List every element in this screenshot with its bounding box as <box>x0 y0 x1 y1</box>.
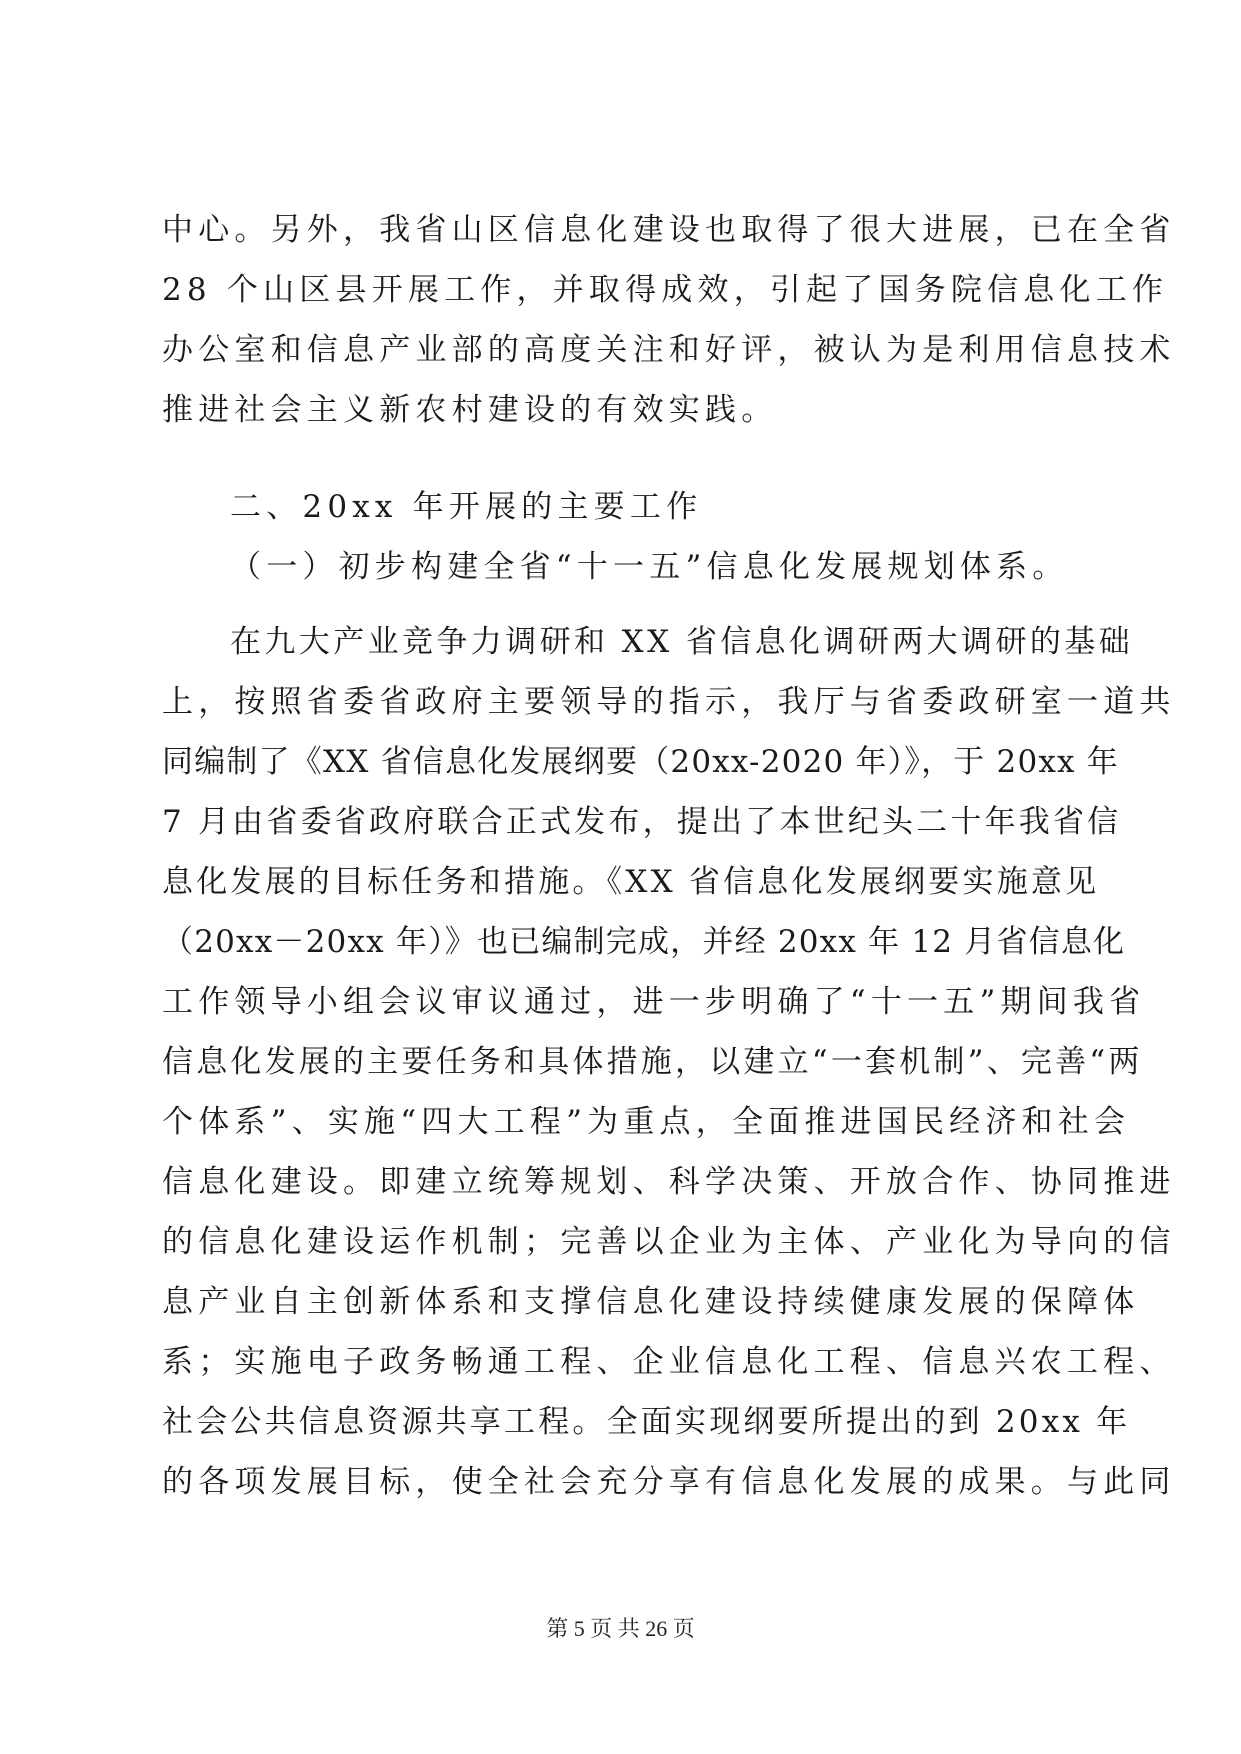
paragraph-line: 工作领导小组会议审议通过，进一步明确了“十一五”期间我省 <box>162 984 1146 1020</box>
paragraph-line: 信息化建设。即建立统筹规划、科学决策、开放合作、协同推进 <box>162 1164 1176 1200</box>
paragraph-line: 个体系”、实施“四大工程”为重点，全面推进国民经济和社会 <box>162 1104 1131 1140</box>
paragraph-line: 在九大产业竞争力调研和 XX 省信息化调研两大调研的基础 <box>230 624 1134 660</box>
paragraph-line: 信息化发展的主要任务和具体措施，以建立“一套机制”、完善“两 <box>162 1044 1143 1080</box>
paragraph-line: 28 个山区县开展工作，并取得成效，引起了国务院信息化工作 <box>162 272 1169 308</box>
paragraph-line: 中心。另外，我省山区信息化建设也取得了很大进展，已在全省 <box>162 212 1176 248</box>
paragraph-line: 息产业自主创新体系和支撑信息化建设持续健康发展的保障体 <box>162 1284 1140 1320</box>
paragraph-line: 息化发展的目标任务和措施。《XX 省信息化发展纲要实施意见 <box>162 864 1100 900</box>
section-heading: 二、20xx 年开展的主要工作 <box>230 489 703 525</box>
page-number-footer: 第 5 页 共 26 页 <box>546 1616 695 1641</box>
paragraph-line: 同编制了《XX 省信息化发展纲要（20xx-2020 年）》，于 20xx 年 <box>162 744 1119 780</box>
paragraph-line: 社会公共信息资源共享工程。全面实现纲要所提出的到 20xx 年 <box>162 1404 1131 1440</box>
paragraph-line: 办公室和信息产业部的高度关注和好评，被认为是利用信息技术 <box>162 332 1176 368</box>
paragraph-line: 推进社会主义新农村建设的有效实践。 <box>162 392 778 428</box>
paragraph-line: 上，按照省委省政府主要领导的指示，我厅与省委政研室一道共 <box>162 684 1176 720</box>
paragraph-line: 的信息化建设运作机制；完善以企业为主体、产业化为导向的信 <box>162 1224 1176 1260</box>
paragraph-line: 的各项发展目标，使全社会充分享有信息化发展的成果。与此同 <box>162 1464 1176 1500</box>
paragraph-line: 7 月由省委省政府联合正式发布，提出了本世纪头二十年我省信 <box>162 804 1122 840</box>
paragraph-line: 系；实施电子政务畅通工程、企业信息化工程、信息兴农工程、 <box>162 1344 1176 1380</box>
paragraph-line: （20xx－20xx 年）》也已编制完成，并经 20xx 年 12 月省信息化 <box>162 924 1126 960</box>
subsection-heading: （一）初步构建全省“十一五”信息化发展规划体系。 <box>230 549 1069 585</box>
